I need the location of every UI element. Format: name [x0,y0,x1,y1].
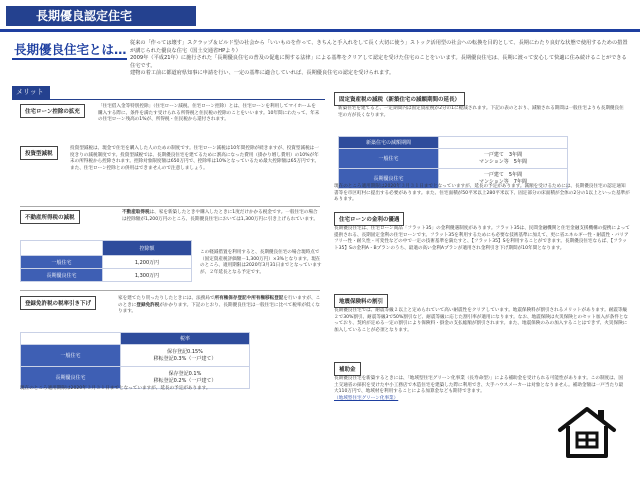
row-value-line: 移転登記0.3%（一戸建て） [153,355,217,362]
housing-loan-text: 「住宅借入金等特別控除」（住宅ローン減税、住宅ローン控除）とは、住宅ローンを利用してマイホームを購入する際に、条件を満たす受けられる所得税と住民税の控除のことをいいます。10年間にわたって、年末の住宅ローン残高の1%が、所得税・住民税から還付されます。 [98,104,320,123]
row-value-line: 一戸建て 3年間 [483,151,523,158]
subsidy-body: 長期優良住宅を新築するときには、「地域型住宅グリーン化事業（長寿命型）」による補助金を受けられる可能性があります。この制度は、国土交通省の採択を受けた中小工務店で木造住宅を建築した際に利用でき、大手ハウスメーカーは対象となりません。補助金額は一戸当たり最大110万円で、地域材を利用することによる加算金なども期待できます。 [334,376,624,395]
merit-divider [12,99,325,100]
table-corner [21,333,121,345]
real-estate-table [20,240,192,282]
subsidy-link[interactable]: （地域型住宅グリーン化事業） [334,395,399,401]
row-label: 一般住宅 [21,345,121,367]
row-label: 長期優良住宅 [339,169,439,189]
real-estate-tax-tag: 不動産所得税の減税 [20,210,80,224]
row-value-line: マンション等 5年間 [479,158,527,165]
intro-text [130,40,630,78]
registration-text-bold: 所有権保存登記や所有権移転登記 [214,296,284,301]
fixed-asset-tax-text: 新築住宅を建てると、一定期間内は固定資産税が2分の1に軽減されます。下記の表のとおり、減額される期間は一般住宅よりも長期優良住宅の方が長くなります。 [338,106,624,118]
subsidy-tag: 補助金 [334,362,361,376]
fixed-asset-tax-tag: 固定資産税の減税（新築住宅の減額期間の延長） [334,92,465,106]
mortgage-rate-tag: 住宅ローンの金利の優遇 [334,212,404,226]
registration-tax-text [118,296,322,316]
housing-loan-tag: 住宅ローン控除の拡充 [20,104,85,118]
investment-tax-tag: 投資型減税 [20,146,58,160]
row-label: 長期優良住宅 [21,269,103,282]
registration-text-part: を行いますが、このときに [118,296,321,308]
row-value [121,345,250,367]
table-header: 控除額 [103,241,192,256]
page-title: 長期優良認定住宅 [6,6,196,26]
investment-tax-text: 投資型減税は、現金で住宅を購入した人のための制度です。住宅ローン減税は10年間控除が続きますが、投資型減税は一度きりの減税制度です。投資型減税では、長期優良住宅を建てるために割高になった費用（掛かり増し費用）の10%が年末の所得税から控除されます。控除対象限度額は650万円で、控除率は10%となっているため最大控除額は65万円です。また、住宅ローン控除との併用はできませんので注意しましょう。 [70,146,320,171]
row-label: 一般住宅 [339,149,439,169]
registration-text-part: 家を建てたり買ったりしたときには、法務局で [118,296,215,301]
row-value-line: 保存登記0.1% [168,370,202,377]
table-corner [439,137,568,149]
row-label: 一般住宅 [21,256,103,269]
row-label: 長期優良住宅 [21,367,121,389]
table-header: 税率 [121,333,250,345]
row-value-line: マンション等 7年間 [479,178,527,185]
real-estate-tax-text [122,210,322,223]
real-estate-tax-bold: 不動産取得税 [122,210,150,215]
real-estate-tax-body: は、家を新築したときや購入したときに1度だけかかる税金です。一般住宅の場合は控除額が1,200万円のところ、長期優良住宅においては1,300万円に引き上げられています。 [122,210,318,222]
earthquake-insurance-tag: 地震保険料の割引 [334,294,388,308]
registration-tax-tag: 登録免許税の税率引き下げ [20,296,96,310]
registration-note: 現在のところ適用期限は2020年３月３１日までとなっていますが、延長の予定があります。 [20,386,211,391]
mortgage-rate-text: 長期優良住宅は、住宅ローン商品「フラット35」の金利優遇制度があります。フラット35は、民間金融機関と住宅金融支援機構の提携によって提供される、長期固定金利の住宅ローンです。フラット35を利用するためにも必要な技術基準に加えて、更に省エネルギー性・耐震性・バリアフリー性・耐久性・可変性などの中で一定の技術基準を満たすと、【フラット35】Sを利用することができます。長期優良住宅ならば、【フラット35】Sの金利A・Bプランのうち、最適の高い金利Aプランが適用され金利引き下げ期間が10年間となります。 [334,226,630,251]
house-icon [556,404,618,460]
table-header: 新築住宅の減額期間 [339,137,439,149]
row-value: 1,200万円 [103,256,192,269]
table-row [21,269,192,282]
row-value-line: 移転登記0.2%（一戸建て） [153,377,217,384]
row-value-line: 保存登記0.15% [167,348,203,355]
real-estate-note: この軽減措置を利用すると、長期優良住宅の場合現時点で（固定資産税評価額－1,300万円）×3%となります。現在のところ、適用期限は2020年3月31日までとなっていますが、２年延長となる予定です。 [200,250,322,275]
section-divider [20,206,320,207]
intro-heading-underline [12,58,127,60]
section-divider [20,290,320,291]
intro-paragraph-2: 2009年（平成21年）に施行された「長期優良住宅の普及の促進に関する法律」による基準をクリアして認定を受けた住宅のことをいいます。長期優良住宅は、長期に渡って安心して快適に住み続けることができる住宅です。 [130,55,627,69]
intro-paragraph-1: 従来の「作っては壊す」スクラップ＆ビルド型の社会から「いいものを作って、きちんと手入れをして長く大切に使う」ストック活用型の社会への転換を目的として、長期にわたり良好な状態で使用するための措置が講じられた優良な住宅（国土交通省HPより） [130,40,628,54]
table-corner [21,241,103,256]
registration-table [20,332,250,389]
subsidy-text [334,376,624,402]
table-row [339,149,568,169]
intro-heading: 長期優良住宅とは… [14,42,127,57]
intro-paragraph-3: 建物の着工前に都道府県知事に申請を行い、一定の基準に適合していれば、長期優良住宅の認定を受けられます。 [130,70,395,77]
table-row [21,345,250,367]
merit-label: メリット [12,86,50,99]
row-value-line: 一戸建て 5年間 [483,171,523,178]
fixed-asset-table [338,136,568,189]
registration-text-part: がかかります。下記のとおり、長期優良住宅は一般住宅に比べて税率が低くなります。 [118,302,320,315]
row-value: 1,300万円 [103,269,192,282]
fixed-asset-note: 現在のところ適用期限は2020年３月３１日までとなっていますが、延長の予定があります。減額を受けるためには、長期優良住宅の認定通知書等を市区町村に提出する必要があります。また、住宅面積が50平米以上280平米以下、固定部分の床面積が全体の2分の1以上といった基準があります。 [334,184,630,203]
row-value [439,149,568,169]
earthquake-insurance-text: 長期優良住宅では、耐震等級２以上と定められていて高い耐震性をクリアしています。地震保険料が割引されるメリットがあります。耐震等級２で30%割引、耐震等級3で50%割引など、耐震等級に応じた割引率が適用になります。なお、地震保険は火災保険とのセット加入が条件となっており、契約が定める一定の割引により保険料・掛金の支払総額が割引されます。また、地震保険のみの加入することはできず、火災保険に加入していることが必須となります。 [334,308,629,333]
registration-text-bold: 登録免許税 [136,302,160,308]
table-row [21,256,192,269]
